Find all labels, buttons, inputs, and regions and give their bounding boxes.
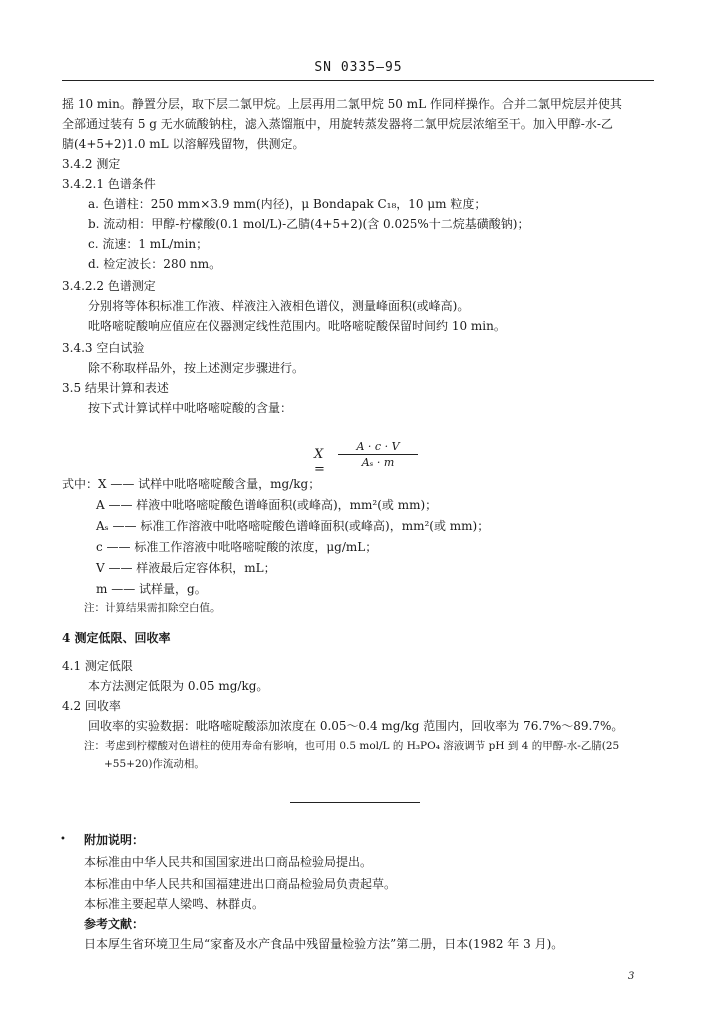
body-line: 除不称取样品外，按上述测定步骤进行。: [88, 361, 305, 375]
body-line: 摇 10 min。静置分层，取下层二氯甲烷。上层再用二氯甲烷 50 mL 作同样操作。合并二氯甲烷层并使其: [62, 97, 622, 111]
list-item: b. 流动相：甲醇-柠檬酸(0.1 mol/L)-乙腈(4+5+2)(含 0.025%十二烷基磺酸钠)；: [88, 217, 530, 231]
list-item: a. 色谱柱：250 mm×3.9 mm(内径)，μ Bondapak C₁₈，10 μm 粒度；: [88, 197, 487, 211]
body-line: 腈(4+5+2)1.0 mL 以溶解残留物，供测定。: [62, 137, 305, 151]
page-number: 3: [628, 971, 635, 982]
variable-definition: m —— 试样量，g。: [96, 582, 207, 596]
appendix-line: 本标准由中华人民共和国国家进出口商品检验局提出。: [84, 855, 373, 869]
formula-numerator: A · c · V: [338, 440, 418, 455]
list-item: d. 检定波长：280 nm。: [88, 257, 222, 271]
variable-definition: c —— 标准工作溶液中吡咯嘧啶酸的浓度，μg/mL；: [96, 540, 378, 554]
standard-code-header: SN 0335—95: [314, 60, 403, 75]
appendix-line: 本标准由中华人民共和国福建进出口商品检验局负责起草。: [84, 877, 397, 891]
formula-denominator: Aₛ · m: [361, 456, 395, 469]
body-line: 分别将等体积标准工作液、样液注入液相色谱仪，测量峰面积(或峰高)。: [88, 299, 470, 313]
variable-definition: 式中：X —— 试样中吡咯嘧啶酸含量，mg/kg；: [62, 477, 321, 491]
note: 注：计算结果需扣除空白值。: [84, 602, 221, 614]
header-rule: [62, 80, 654, 81]
list-item: c. 流速：1 mL/min；: [88, 237, 209, 251]
body-line: 按下式计算试样中吡咯嘧啶酸的含量：: [88, 401, 293, 415]
variable-definition: V —— 样液最后定容体积，mL；: [96, 561, 276, 575]
section-heading: 4.2 回收率: [62, 699, 121, 713]
variable-definition: A —— 样液中吡咯嘧啶酸色谱峰面积(或峰高)，mm²(或 mm)；: [96, 498, 438, 512]
note: 注：考虑到柠檬酸对色谱柱的使用寿命有影响，也可用 0.5 mol/L 的 H₃PO₄ 溶液调节 pH 到 4 的甲醇-水-乙腈(25: [84, 740, 620, 752]
body-line: 本方法测定低限为 0.05 mg/kg。: [88, 679, 269, 693]
separator-line: [290, 802, 420, 803]
section-heading: 3.4.3 空白试验: [62, 341, 145, 355]
body-line: 吡咯嘧啶酸响应值应在仪器测定线性范围内。吡咯嘧啶酸保留时间约 10 min。: [88, 319, 506, 333]
body-line: 回收率的实验数据：吡咯嘧啶酸添加浓度在 0.05～0.4 mg/kg 范围内，回收率为 76.7%～89.7%。: [88, 719, 624, 733]
section-heading: 3.4.2 测定: [62, 157, 121, 171]
bullet-mark: •: [60, 834, 66, 845]
section-heading: 4.1 测定低限: [62, 659, 133, 673]
appendix-heading: 附加说明：: [84, 833, 145, 847]
section-heading: 3.5 结果计算和表述: [62, 381, 169, 395]
variable-definition: Aₛ —— 标准工作溶液中吡咯嘧啶酸色谱峰面积(或峰高)，mm²(或 mm)；: [96, 519, 490, 533]
references-heading: 参考文献：: [84, 917, 145, 931]
formula-lhs: X =: [314, 447, 325, 477]
section-heading: 3.4.2.1 色谱条件: [62, 177, 156, 191]
appendix-line: 本标准主要起草人梁鸣、林群贞。: [84, 897, 265, 911]
section-heading: 3.4.2.2 色谱测定: [62, 279, 156, 293]
formula-fraction: [338, 440, 418, 469]
note: +55+20)作流动相。: [104, 758, 205, 770]
section-heading: 4 测定低限、回收率: [62, 631, 171, 645]
body-line: 全部通过装有 5 g 无水硫酸钠柱，滤入蒸馏瓶中，用旋转蒸发器将二氯甲烷层浓缩至干。加入甲醇-水-乙: [62, 117, 613, 131]
reference-item: 日本厚生省环境卫生局“家畜及水产食品中残留量检验方法”第二册，日本(1982 年 3 月)。: [84, 937, 564, 951]
